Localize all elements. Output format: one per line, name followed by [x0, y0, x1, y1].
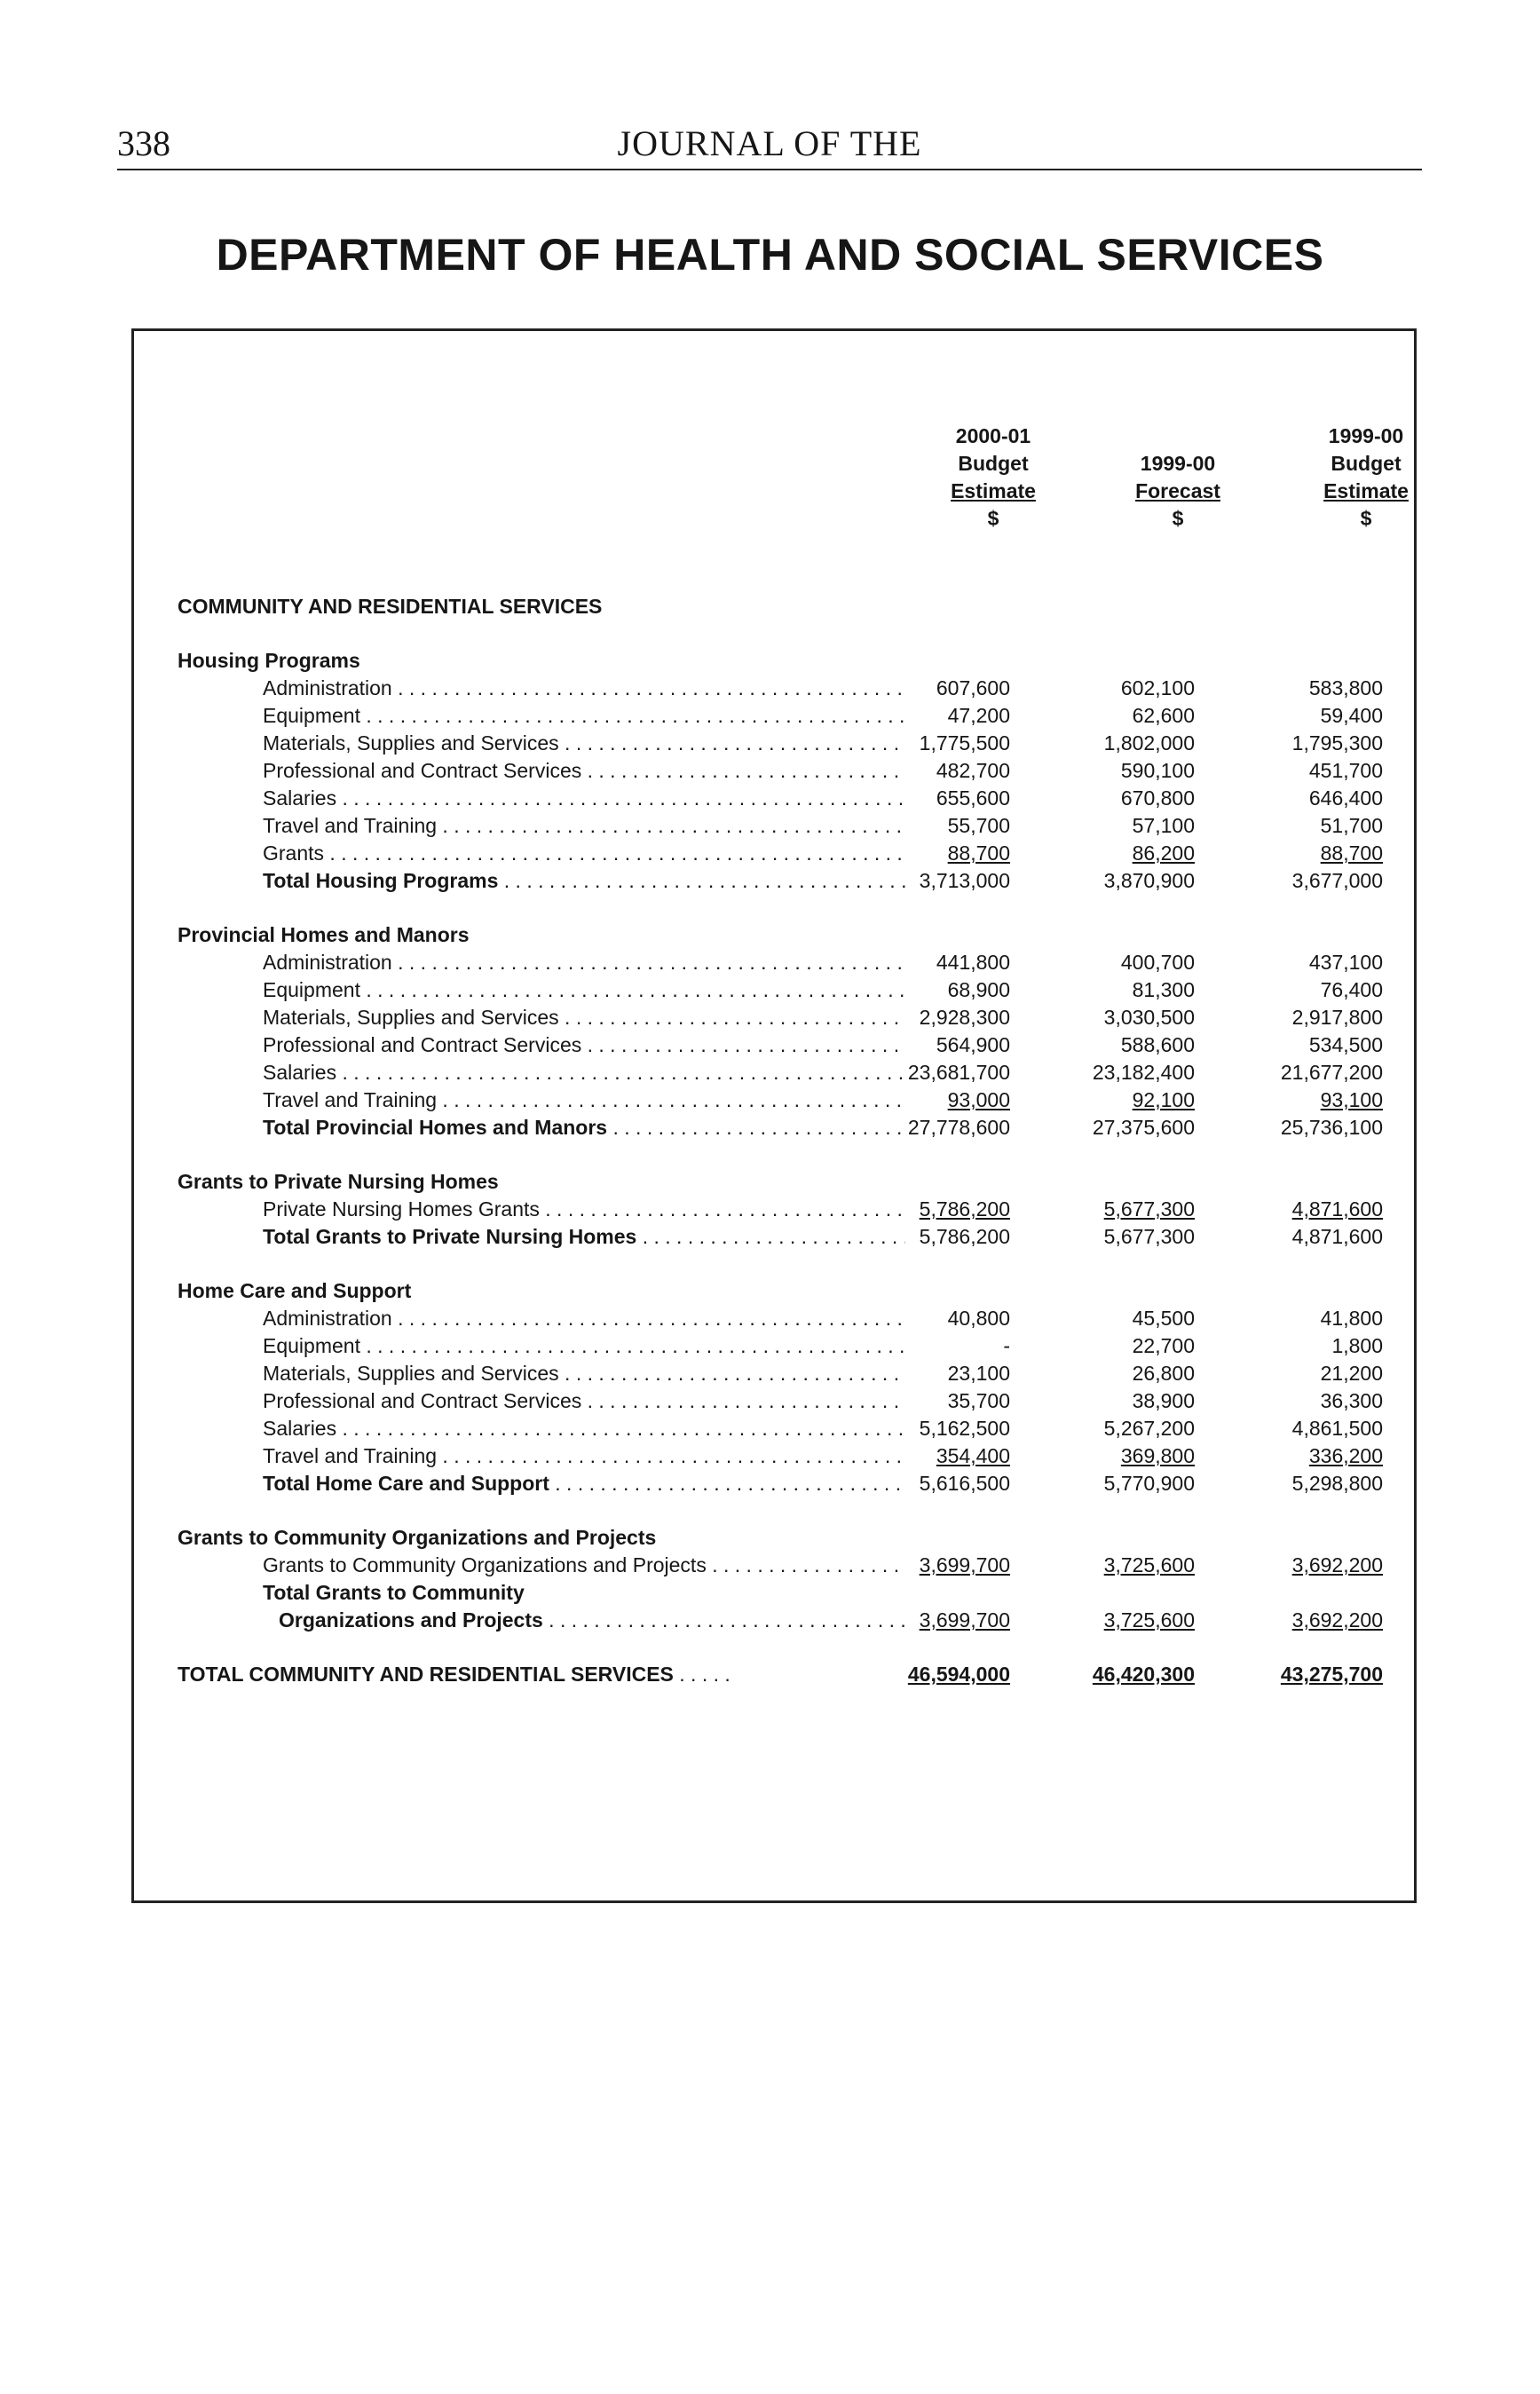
cell-value: 86,200 — [1132, 841, 1195, 865]
cell-value: - — [1003, 1334, 1010, 1357]
row-label: Salaries . . . — [263, 1061, 905, 1085]
cell-value: 3,692,200 — [1291, 1553, 1383, 1576]
row-label: Equipment . . . — [263, 978, 905, 1002]
cell-value: 400,700 — [1120, 951, 1195, 974]
subsection-header-row — [178, 1279, 1381, 1307]
cell-value: 51,700 — [1320, 814, 1383, 837]
line-item-row — [178, 704, 1381, 731]
cell-value: 4,871,600 — [1291, 1197, 1383, 1221]
cell-value: 5,677,300 — [1103, 1197, 1195, 1221]
cell-value: 23,182,400 — [1092, 1061, 1195, 1084]
cell-value: 59,400 — [1320, 704, 1383, 727]
running-header — [117, 122, 1422, 170]
column-header-1999-00-forecast: 1999-00 Forecast $ — [1135, 452, 1220, 530]
row-label: Total Grants to Private Nursing Homes . . . — [263, 1225, 905, 1249]
cell-value: 47,200 — [947, 704, 1010, 727]
cell-value: 46,420,300 — [1092, 1663, 1195, 1686]
cell-value: 23,681,700 — [907, 1061, 1010, 1084]
line-item-row — [178, 841, 1381, 869]
line-item-row — [178, 978, 1381, 1006]
row-label: TOTAL COMMUNITY AND RESIDENTIAL SERVICES . . . — [178, 1663, 817, 1687]
grand-total-row — [178, 1663, 1381, 1690]
line-item-row — [178, 1389, 1381, 1417]
column-header-2000-01-budget-estimate: 2000-01 Budget Estimate $ — [951, 424, 1036, 530]
line-item-row — [178, 1197, 1381, 1225]
cell-value: 441,800 — [936, 951, 1010, 974]
journal-title: JOURNAL OF THE — [617, 123, 922, 163]
cell-value: 3,699,700 — [919, 1608, 1010, 1632]
cell-value: 92,100 — [1132, 1088, 1195, 1111]
row-label: Professional and Contract Services . . . — [263, 1389, 905, 1413]
cell-value: 3,725,600 — [1103, 1608, 1195, 1632]
cell-value: 46,594,000 — [907, 1663, 1010, 1686]
row-label: Salaries . . . — [263, 786, 905, 810]
row-label: Materials, Supplies and Services . . . — [263, 1006, 905, 1030]
column-header-1999-00-budget-estimate: 1999-00 Budget Estimate $ — [1323, 424, 1409, 530]
cell-value: 27,778,600 — [907, 1116, 1010, 1139]
line-item-row — [178, 1006, 1381, 1033]
line-item-row — [178, 1417, 1381, 1444]
line-item-row — [178, 814, 1381, 841]
line-item-row — [178, 1307, 1381, 1334]
row-label: Administration . . . — [263, 951, 905, 975]
cell-value: 534,500 — [1308, 1033, 1383, 1056]
line-item-row — [178, 951, 1381, 978]
row-label: Travel and Training . . . — [263, 1088, 905, 1112]
cell-value: 36,300 — [1320, 1389, 1383, 1412]
cell-value: 5,786,200 — [919, 1225, 1010, 1248]
cell-value: 68,900 — [947, 978, 1010, 1001]
row-label: Home Care and Support — [178, 1279, 412, 1302]
cell-value: 5,677,300 — [1103, 1225, 1195, 1248]
row-label: Organizations and Projects . . . — [279, 1608, 905, 1632]
cell-value: 88,700 — [947, 841, 1010, 865]
cell-value: 354,400 — [936, 1444, 1010, 1467]
row-label: Travel and Training . . . — [263, 814, 905, 838]
cell-value: 21,200 — [1320, 1362, 1383, 1385]
cell-value: 590,100 — [1120, 759, 1195, 782]
subsection-header-row — [178, 1526, 1381, 1553]
cell-value: 93,100 — [1320, 1088, 1383, 1111]
subtotal-row — [178, 869, 1381, 897]
cell-value: 25,736,100 — [1280, 1116, 1383, 1139]
row-label: Professional and Contract Services . . . — [263, 759, 905, 783]
row-label: Provincial Homes and Manors — [178, 923, 470, 946]
cell-value: 5,770,900 — [1103, 1472, 1195, 1495]
cell-value: 1,795,300 — [1291, 731, 1383, 755]
row-label: Travel and Training . . . — [263, 1444, 905, 1468]
line-item-row — [178, 1362, 1381, 1389]
row-label: Professional and Contract Services . . . — [263, 1033, 905, 1057]
line-item-row — [178, 1444, 1381, 1472]
cell-value: 646,400 — [1308, 786, 1383, 810]
cell-value: 55,700 — [947, 814, 1010, 837]
cell-value: 93,000 — [947, 1088, 1010, 1111]
subtotal-row — [178, 1608, 1381, 1636]
cell-value: 35,700 — [947, 1389, 1010, 1412]
line-item-row — [178, 786, 1381, 814]
line-item-row — [178, 731, 1381, 759]
cell-value: 3,692,200 — [1291, 1608, 1383, 1632]
cell-value: 451,700 — [1308, 759, 1383, 782]
cell-value: 21,677,200 — [1280, 1061, 1383, 1084]
cell-value: 588,600 — [1120, 1033, 1195, 1056]
subtotal-row — [178, 1472, 1381, 1499]
row-label: Grants to Community Organizations and Projects . . . — [263, 1553, 905, 1577]
line-item-row — [178, 676, 1381, 704]
row-label: Administration . . . — [263, 1307, 905, 1331]
cell-value: 583,800 — [1308, 676, 1383, 699]
cell-value: 3,030,500 — [1103, 1006, 1195, 1029]
department-title: DEPARTMENT OF HEALTH AND SOCIAL SERVICES — [216, 230, 1324, 280]
row-label: Total Housing Programs . . . — [263, 869, 905, 893]
line-item-row — [178, 1061, 1381, 1088]
line-item-row — [178, 759, 1381, 786]
cell-value: 5,298,800 — [1291, 1472, 1383, 1495]
line-item-row — [178, 1033, 1381, 1061]
cell-value: 23,100 — [947, 1362, 1010, 1385]
cell-value: 602,100 — [1120, 676, 1195, 699]
row-label: Materials, Supplies and Services . . . — [263, 731, 905, 755]
cell-value: 38,900 — [1132, 1389, 1195, 1412]
row-label: Total Home Care and Support . . . — [263, 1472, 905, 1496]
cell-value: 2,928,300 — [919, 1006, 1010, 1029]
row-label: Salaries . . . — [263, 1417, 905, 1441]
subsection-header-row — [178, 1170, 1381, 1197]
cell-value: 336,200 — [1308, 1444, 1383, 1467]
cell-value: 62,600 — [1132, 704, 1195, 727]
subsection-header-row — [178, 923, 1381, 951]
page-number: 338 — [117, 123, 170, 163]
cell-value: 2,917,800 — [1291, 1006, 1383, 1029]
cell-value: 3,725,600 — [1103, 1553, 1195, 1576]
row-label: Materials, Supplies and Services . . . — [263, 1362, 905, 1386]
cell-value: 43,275,700 — [1280, 1663, 1383, 1686]
cell-value: 369,800 — [1120, 1444, 1195, 1467]
cell-value: 1,775,500 — [919, 731, 1010, 755]
subtotal-row — [178, 1116, 1381, 1143]
cell-value: 482,700 — [936, 759, 1010, 782]
cell-value: 1,800 — [1331, 1334, 1383, 1357]
cell-value: 5,162,500 — [919, 1417, 1010, 1440]
section-header-row — [178, 595, 1381, 622]
row-label: Equipment . . . — [263, 1334, 905, 1358]
cell-value: 81,300 — [1132, 978, 1195, 1001]
cell-value: 88,700 — [1320, 841, 1383, 865]
cell-value: 22,700 — [1132, 1334, 1195, 1357]
row-label: Administration . . . — [263, 676, 905, 700]
cell-value: 27,375,600 — [1092, 1116, 1195, 1139]
cell-value: 4,871,600 — [1291, 1225, 1383, 1248]
cell-value: 437,100 — [1308, 951, 1383, 974]
row-label: Grants to Community Organizations and Projects — [178, 1526, 657, 1549]
cell-value: 607,600 — [936, 676, 1010, 699]
cell-value: 40,800 — [947, 1307, 1010, 1330]
cell-value: 3,699,700 — [919, 1553, 1010, 1576]
subtotal-row — [178, 1225, 1381, 1252]
cell-value: 564,900 — [936, 1033, 1010, 1056]
row-label: Equipment . . . — [263, 704, 905, 728]
row-label: COMMUNITY AND RESIDENTIAL SERVICES — [178, 595, 603, 618]
cell-value: 45,500 — [1132, 1307, 1195, 1330]
subsection-header-row — [178, 649, 1381, 676]
row-label: Private Nursing Homes Grants . . . — [263, 1197, 905, 1221]
cell-value: 3,870,900 — [1103, 869, 1195, 892]
line-item-row — [178, 1553, 1381, 1581]
cell-value: 1,802,000 — [1103, 731, 1195, 755]
cell-value: 41,800 — [1320, 1307, 1383, 1330]
line-item-row — [178, 1334, 1381, 1362]
row-label: Total Grants to Community — [263, 1581, 525, 1604]
cell-value: 57,100 — [1132, 814, 1195, 837]
cell-value: 5,786,200 — [919, 1197, 1010, 1221]
cell-value: 3,677,000 — [1291, 869, 1383, 892]
cell-value: 670,800 — [1120, 786, 1195, 810]
row-label: Grants to Private Nursing Homes — [178, 1170, 499, 1193]
cell-value: 5,267,200 — [1103, 1417, 1195, 1440]
cell-value: 26,800 — [1132, 1362, 1195, 1385]
cell-value: 76,400 — [1320, 978, 1383, 1001]
cell-value: 3,713,000 — [919, 869, 1010, 892]
line-item-row — [178, 1088, 1381, 1116]
subtotal-label-row — [178, 1581, 1381, 1608]
cell-value: 4,861,500 — [1291, 1417, 1383, 1440]
cell-value: 5,616,500 — [919, 1472, 1010, 1495]
row-label: Total Provincial Homes and Manors . . . — [263, 1116, 905, 1140]
cell-value: 655,600 — [936, 786, 1010, 810]
row-label: Grants . . . — [263, 841, 905, 865]
row-label: Housing Programs — [178, 649, 360, 672]
